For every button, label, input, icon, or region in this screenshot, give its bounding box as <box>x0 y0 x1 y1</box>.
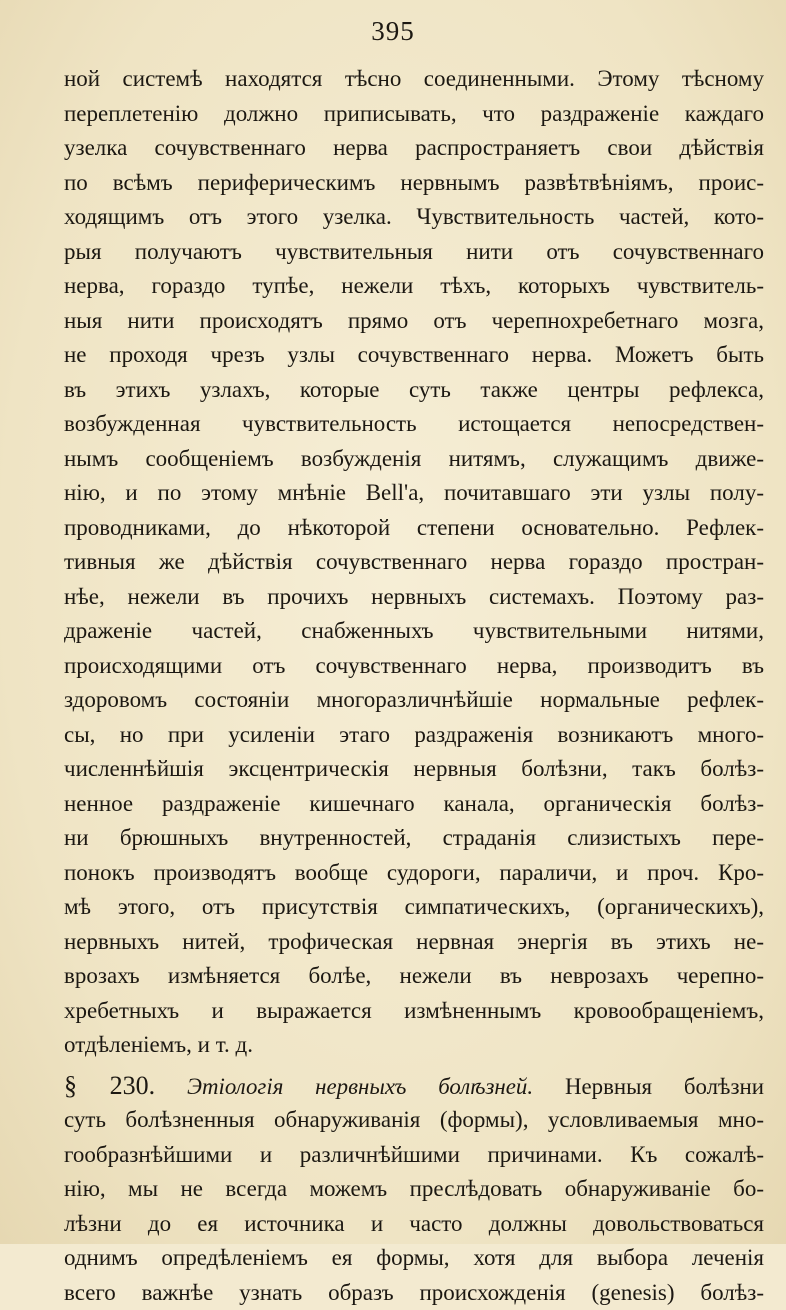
text-line: не проходя чрезъ узлы сочувственнаго нерва. Можетъ быть <box>64 338 764 373</box>
text-line: хребетныхъ и выражается измѣненнымъ кровообращеніемъ, <box>64 994 764 1029</box>
text-line: суть болѣзненныя обнаруживанія (формы), условливаемыя мно- <box>64 1103 764 1138</box>
body-text <box>64 62 764 1310</box>
text-line: гообразнѣйшими и различнѣйшими причинами. Къ сожалѣ- <box>64 1138 764 1173</box>
text-line: нію, мы не всегда можемъ преслѣдовать обнаруживаніе бо- <box>64 1172 764 1207</box>
text-line: сы, но при усиленіи этаго раздраженія возникаютъ много- <box>64 718 764 753</box>
text-line: ной системѣ находятся тѣсно соединенными. Этому тѣсному <box>64 62 764 97</box>
text-line: здоровомъ состояніи многоразличнѣйшіе нормальные рефлек- <box>64 683 764 718</box>
text-line: въ этихъ узлахъ, которые суть также центры рефлекса, <box>64 373 764 408</box>
text-line: нерва, гораздо тупѣе, нежели тѣхъ, которыхъ чувствитель- <box>64 269 764 304</box>
section-230 <box>64 1069 764 1310</box>
text-line: ныя нити происходятъ прямо отъ черепнохребетнаго мозга, <box>64 304 764 339</box>
text-line: нымъ сообщеніемъ возбужденія нитямъ, служащимъ движе- <box>64 442 764 477</box>
text-line: врозахъ измѣняется болѣе, нежели въ неврозахъ черепно- <box>64 959 764 994</box>
section-heading: Этіологія нервныхъ болѣзней. <box>187 1074 533 1099</box>
text-line: тивныя же дѣйствія сочувственнаго нерва гораздо простран- <box>64 545 764 580</box>
text-line: по всѣмъ периферическимъ нервнымъ развѣтвѣніямъ, проис- <box>64 166 764 201</box>
text-line: узелка сочувственнаго нерва распространяетъ свои дѣйствія <box>64 131 764 166</box>
text-line: ненное раздраженіе кишечнаго канала, органическія болѣз- <box>64 787 764 822</box>
text-line: проводниками, до нѣкоторой степени основательно. Рефлек- <box>64 511 764 546</box>
text-line: нію, и по этому мнѣніе Bell'а, почитавшаго эти узлы полу- <box>64 476 764 511</box>
text-line: понокъ производятъ вообще судороги, параличи, и проч. Кро- <box>64 856 764 891</box>
text-line: возбужденная чувствительность истощается непосредствен- <box>64 407 764 442</box>
text-line: драженіе частей, снабженныхъ чувствительными нитями, <box>64 614 764 649</box>
text-line: ходящимъ отъ этого узелка. Чувствительность частей, кото- <box>64 200 764 235</box>
section-mark: § 230. <box>64 1071 155 1100</box>
text-line: численнѣйшія эксцентрическія нервныя болѣзни, такъ болѣз- <box>64 752 764 787</box>
text-line: происходящими отъ сочувственнаго нерва, производитъ въ <box>64 649 764 684</box>
page-number: 395 <box>0 16 786 47</box>
text-line: отдѣленіемъ, и т. д. <box>64 1028 764 1063</box>
section-first-line-text: Нервныя болѣзни <box>565 1074 764 1099</box>
text-line: однимъ опредѣленіемъ ея формы, хотя для выбора леченія <box>64 1241 764 1276</box>
text-line: ни брюшныхъ внутренностей, страданія слизистыхъ пере- <box>64 821 764 856</box>
text-line: рыя получаютъ чувствительныя нити отъ сочувственнаго <box>64 235 764 270</box>
text-line: всего важнѣе узнать образъ происхожденія (genesis) болѣз- <box>64 1276 764 1310</box>
text-line: нѣе, нежели въ прочихъ нервныхъ системахъ. Поэтому раз- <box>64 580 764 615</box>
text-line: переплетенію должно приписывать, что раздраженіе каждаго <box>64 97 764 132</box>
text-line: нервныхъ нитей, трофическая нервная энергія въ этихъ не- <box>64 925 764 960</box>
text-line: лѣзни до ея источника и часто должны довольствоваться <box>64 1207 764 1242</box>
section-heading-line <box>64 1069 764 1104</box>
text-line: мѣ этого, отъ присутствія симпатическихъ, (органическихъ), <box>64 890 764 925</box>
paragraph-1 <box>64 62 764 1063</box>
